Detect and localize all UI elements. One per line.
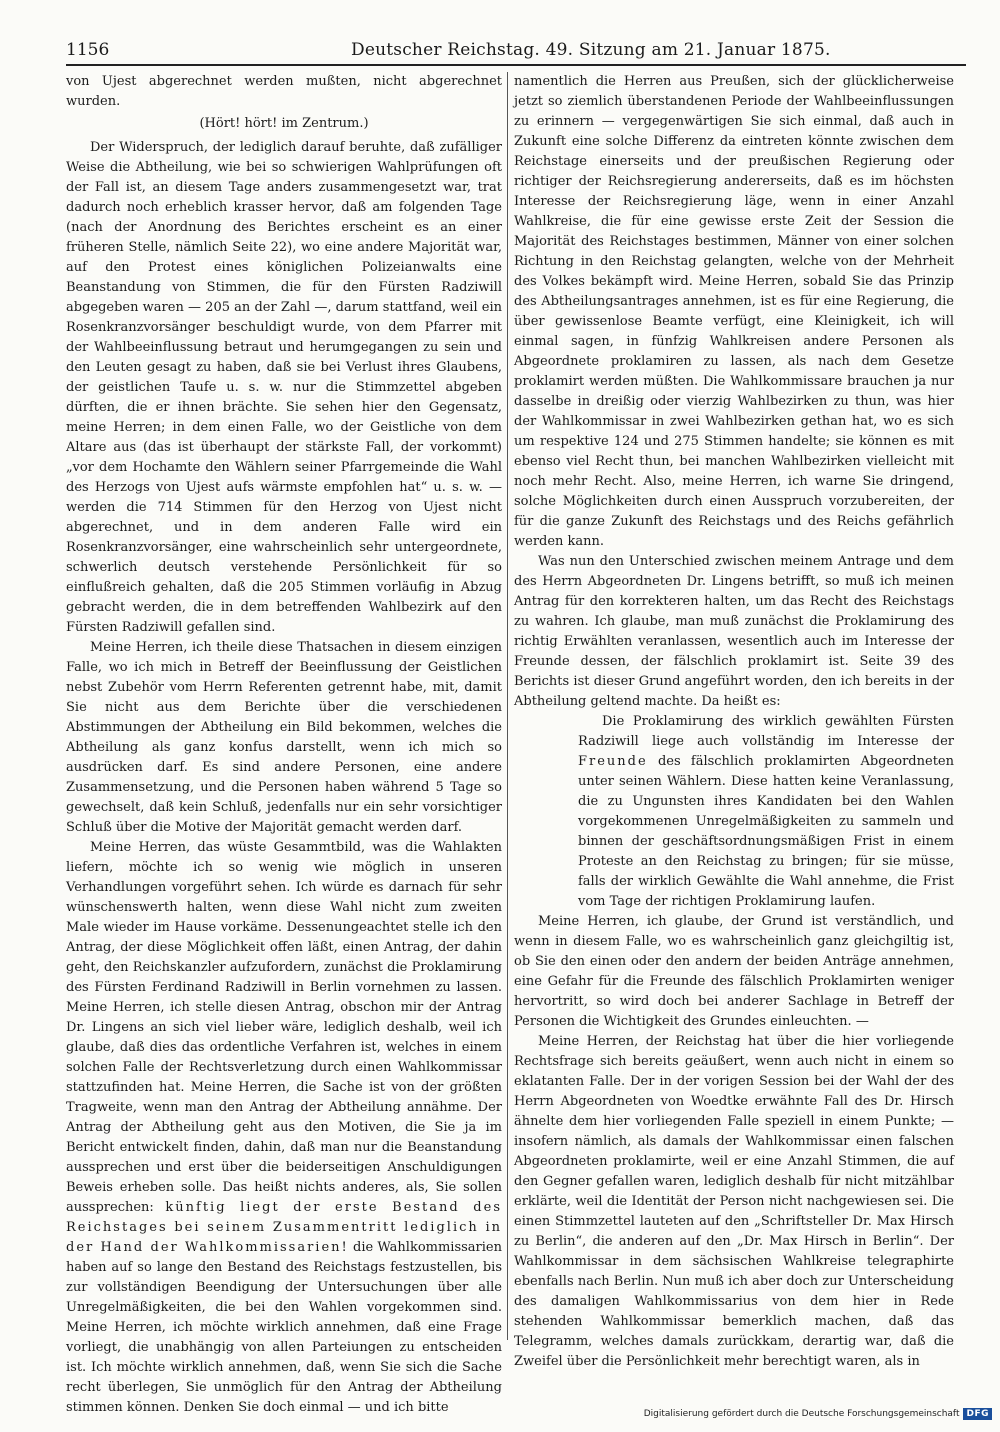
emphasized-text: Freunde bbox=[578, 754, 648, 769]
page-header bbox=[66, 34, 966, 66]
paragraph-text: die Wahlkommissarien haben auf so lange den Bestand des Reichstags festzustellen, bis zur vollständigen Beendigung der Untersuchungen über alle Unregelmäßigkeiten, die bei den Wahlen vorgekommen sind. Meine Herren, ich möchte wirklich annehmen, daß eine Frage vorliegt, die unabhängig von allen Parteiungen zu entscheiden ist. Ich möchte wirklich annehmen, daß, wenn Sie sich die Sache recht überlegen, Sie unmöglich für den Antrag der Abtheilung stimmen können. Denken Sie doch einmal — und ich bitte bbox=[66, 1240, 502, 1415]
paragraph: Was nun den Unterschied zwischen meinem Antrage und dem des Herrn Abgeordneten Dr. Lingens betrifft, so muß ich meinen Antrag für den korrekteren halten, um das Recht des Reichstags zu wahren. Ich glaube, man muß zunächst die Proklamirung des richtig Erwählten veranlassen, wesentlich auch im Interesse der Freunde dessen, der fälschlich proklamirt ist. Seite 39 des Berichts ist dieser Grund angeführt worden, den ich bereits in der Abtheilung geltend machte. Da heißt es: bbox=[514, 554, 954, 709]
page-number: 1156 bbox=[66, 40, 110, 60]
column-divider bbox=[507, 72, 508, 1340]
block-quote bbox=[578, 712, 954, 912]
quote-text: Die Proklamirung des wirklich gewählten Fürsten Radziwill liege auch vollständig im Interesse der bbox=[578, 714, 954, 749]
paragraph: von Ujest abgerechnet werden mußten, nicht abgerechnet wurden. bbox=[66, 74, 502, 109]
paragraph: Meine Herren, ich theile diese Thatsachen in diesem einzigen Falle, wo ich mich in Betreff der Beeinflussung der Geistlichen nebst Zubehör vom Herrn Referenten getrennt habe, mit, damit Sie nicht aus dem Berichte über die verschiedenen Abstimmungen der Abtheilung ein Bild bekommen, welches die Abtheilung als ganz konfus darstellt, wenn ich mich so ausdrücken darf. Es sind andere Personen, eine andere Zusammensetzung, und die Personen haben während 5 Tage so gewechselt, daß kein Schluß, jedenfalls nur ein sehr vorsichtiger Schluß über die Motive der Majorität gemacht werden darf. bbox=[66, 640, 502, 835]
interjection: (Hört! hört! im Zentrum.) bbox=[199, 116, 369, 131]
dfg-logo: DFG bbox=[963, 1408, 992, 1420]
paragraph bbox=[66, 838, 502, 1418]
paragraph: Der Widerspruch, der lediglich darauf beruhte, daß zufälliger Weise die Abtheilung, wie bei so schwierigen Wahlprüfungen oft der Fall ist, an diesem Tage anders zusammengesetzt war, trat dadurch noch erheblich krasser hervor, daß am folgenden Tage (nach der Anordnung des Berichtes erscheint es an einer früheren Stelle, nämlich Seite 22), wo eine andere Majorität war, auf den Protest eines königlichen Polizeianwalts eine Beanstandung von Stimmen, die für den Fürsten Radziwill abgegeben waren — 205 an der Zahl —, darum stattfand, weil ein Rosenkranzvorsänger beschuldigt wurde, von dem Pfarrer mit der Wahlbeeinflussung betraut und herumgegangen zu sein und den Leuten gesagt zu haben, daß sie bei Verlust ihres Glaubens, der geistlichen Taufe u. s. w. nur die Stimmzettel abgeben dürften, die er ihnen brächte. Sie sehen hier den Gegensatz, meine Herren; in dem einen Falle, wo der Geistliche von dem Altare aus (das ist überhaupt der stärkste Fall, der vorkommt) „vor dem Hochamte den Wählern seiner Pfarrgemeinde die Wahl des Herzogs von Ujest aufs wärmste empfohlen hat“ u. s. w. — werden die 714 Stimmen für den Herzog von Ujest nicht abgerechnet, und in dem anderen Falle wird ein Rosenkranzvorsänger, eine wahrscheinlich sehr untergeordnete, schwerlich deutsch verstehende Persönlichkeit für so einflußreich gehalten, daß die 205 Stimmen vorläufig in Abzug gebracht werden, die in dem betreffenden Wahlbezirk auf den Fürsten Radziwill gefallen sind. bbox=[66, 140, 502, 635]
quote-text: des fälschlich proklamirten Abgeordneten unter seinen Wählern. Diese hatten keine Veranlassung, die zu Ungunsten ihres Kandidaten bei den Wahlen vorgekommenen Unregelmäßigkeiten zu sammeln und binnen der geschäftsordnungsmäßigen Frist in einem Proteste an den Reichstag zu bringen; für sie müsse, falls der wirklich Gewählte die Wahl annehme, die Frist vom Tage der richtigen Proklamirung laufen. bbox=[578, 754, 954, 909]
paragraph: namentlich die Herren aus Preußen, sich der glücklicherweise jetzt so ziemlich überstandenen Periode der Wahlbeeinflussungen zu erinnern — vergegenwärtigen Sie sich einmal, daß auch in Zukunft eine solche Differenz da eintreten könnte zwischen dem Reichstage einerseits und der preußischen Regierung oder richtiger der Reichsregierung andererseits, daß es im höchsten Interesse der Reichsregierung läge, wenn in einer Anzahl Wahlkreise, die für eine gewisse erste Zeit der Session die Majorität des Reichstages bestimmen, Männer von einer solchen Richtung in den Reichstag gelangten, welche von der Mehrheit des Volkes bekämpft wird. Meine Herren, sobald Sie das Prinzip des Abtheilungsantrages annehmen, ist es für eine Regierung, die über gewissenlose Beamte verfügt, eine Kleinigkeit, ich will einmal sagen, in fünfzig Wahlkreisen andere Personen als Abgeordnete proklamiren zu lassen, als nach dem Gesetze proklamirt werden müßten. Die Wahlkommissare brauchen ja nur dasselbe in dreißig oder vierzig Wahlbezirken zu thun, was hier der Wahlkommissar in zwei Wahlbezirken gethan hat, wo es sich um respektive 124 und 275 Stimmen handelte; sie können es mit ebenso viel Recht thun, bei manchen Wahlbezirken vielleicht mit noch mehr Recht. Also, meine Herren, ich warne Sie dringend, solche Möglichkeiten durch einen Ausspruch vorzubereiten, der für die ganze Zukunft des Reichstags und des Reichs gefährlich werden kann. bbox=[514, 74, 954, 549]
paragraph-text: Meine Herren, das wüste Gesammtbild, was die Wahlakten liefern, möchte ich so wenig wie möglich in unseren Verhandlungen vorgeführt sehen. Ich würde es darnach für sehr wünschenswerth halten, wenn diese Wahl nicht zum zweiten Male wieder im Hause vorkäme. Dessenungeachtet stelle ich den Antrag, der diese Möglichkeit offen läßt, einen Antrag, der dahin geht, den Reichskanzler aufzufordern, zunächst die Proklamirung des Fürsten Ferdinand Radziwill in Berlin vornehmen zu lassen. Meine Herren, ich stelle diesen Antrag, obschon mir der Antrag Dr. Lingens an sich viel lieber wäre, lediglich deshalb, weil ich glaube, daß dies das ordentliche Verfahren ist, welches in einem solchen Falle der Rechtsverletzung durch einen Wahlkommissar stattzufinden hat. Meine Herren, die Sache ist von der größten Tragweite, wenn man den Antrag der Abtheilung annähme. Der Antrag der Abtheilung geht aus den Motiven, die Sie ja im Bericht entwickelt finden, dahin, daß man nur die Beanstandung aussprechen und erst über die beiderseitigen Anschuldigungen Beweis erheben solle. Das heißt nichts anderes, als, Sie sollen aussprechen: bbox=[66, 840, 502, 1215]
emphasized-text: künftig liegt der erste Bestand des Reichstages bei seinem Zusammentritt lediglich in der Hand der Wahlkommissarien! bbox=[66, 1200, 502, 1255]
left-column bbox=[66, 72, 502, 1415]
digitization-footer bbox=[644, 1406, 992, 1422]
paragraph: Meine Herren, der Reichstag hat über die hier vorliegende Rechtsfrage sich bereits geäußert, wenn auch nicht in einem so eklatanten Falle. Der in der vorigen Session bei der Wahl der des Herrn Abgeordneten von Woedtke erwähnte Fall des Dr. Hirsch ähnelte dem hier vorliegenden Falle speziell in einem Punkte; — insofern nämlich, als damals der Wahlkommissar einen falschen Abgeordneten proklamirte, weil er eine Anzahl Stimmen, die auf den Gegner gefallen waren, lediglich deshalb für nicht mitzählbar erklärte, weil die Identität der Person nicht nachgewiesen sei. Die einen Stimmzettel lauteten auf den „Schriftsteller Dr. Max Hirsch zu Berlin“, die anderen auf den „Dr. Max Hirsch in Berlin“. Der Wahlkommissar in dem sächsischen Wahlkreise telegraphirte ebenfalls nach Berlin. Nun muß ich aber doch zur Unterscheidung des damaligen Wahlkommissarius von dem hier in Rede stehenden Wahlkommissar bemerklich machen, daß das Telegramm, welches damals zurückkam, derartig war, daß die Zweifel über die Persönlichkeit mehr berechtigt waren, als in bbox=[514, 1034, 954, 1369]
running-head: Deutscher Reichstag. 49. Sitzung am 21. Januar 1875. bbox=[351, 40, 831, 60]
paragraph: Meine Herren, ich glaube, der Grund ist verständlich, und wenn in diesem Falle, wo es wahrscheinlich ganz gleichgiltig ist, ob Sie den einen oder den andern der beiden Anträge annehmen, eine Gefahr für die Freunde des fälschlich Proklamirten weniger hervortritt, so wird doch bei anderer Sachlage in Betreff der Personen die Wichtigkeit des Grundes einleuchten. — bbox=[514, 914, 954, 1029]
right-column bbox=[514, 72, 954, 1369]
footer-text: Digitalisierung gefördert durch die Deutsche Forschungsgemeinschaft bbox=[643, 1409, 960, 1419]
